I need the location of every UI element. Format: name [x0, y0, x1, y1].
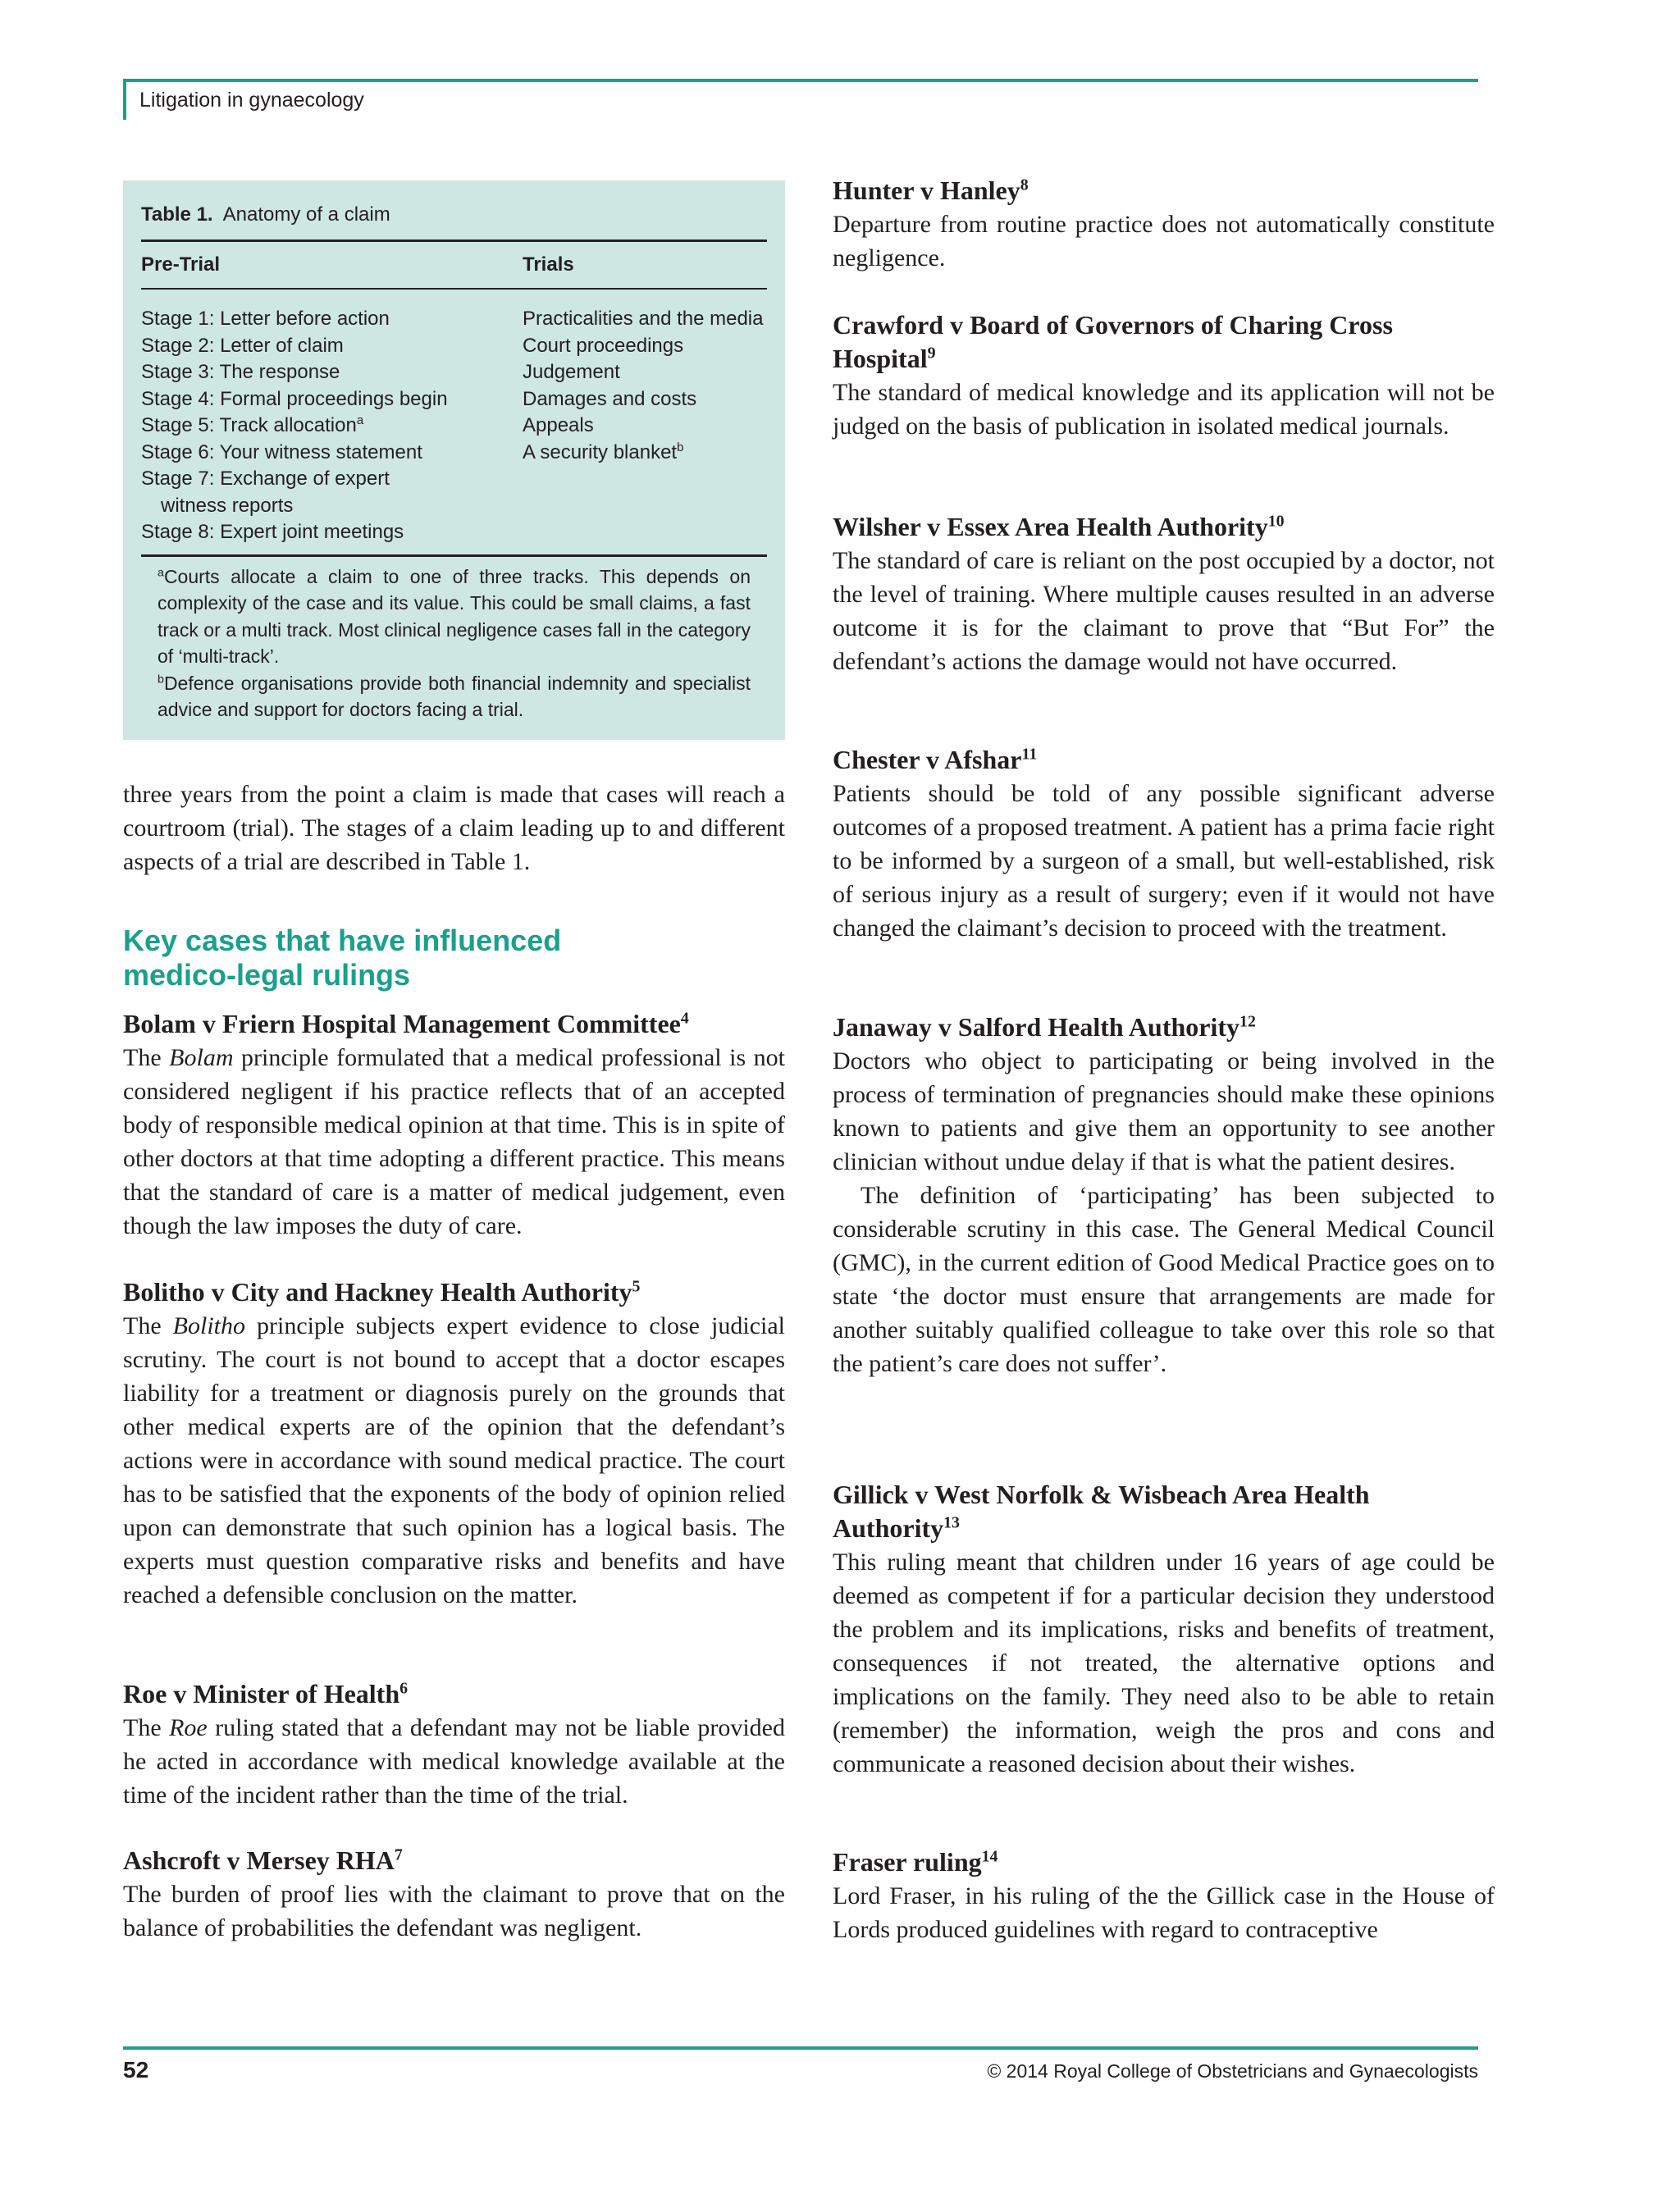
case-gillick: [833, 1478, 1495, 1781]
section-heading-line-2: medico-legal rulings: [123, 958, 411, 992]
case-title: Gillick v West Norfolk & Wisbeach Area Health Authority$^{13}$: [833, 1480, 1370, 1543]
trial-item-5: Appeals: [523, 414, 594, 436]
header-pretrial: Pre-Trial: [141, 253, 221, 276]
table-header-row: [141, 242, 767, 288]
case-text: The burden of proof lies with the claimant to prove that on the balance of probabilities the defendant was negligent.: [123, 1881, 785, 1941]
pretrial-stage-2: Stage 2: Letter of claim: [141, 334, 344, 357]
pretrial-stage-3: Stage 3: The response: [141, 361, 340, 383]
page-number: 52: [123, 2057, 149, 2083]
trial-item-6: A security blanket$^b$: [523, 440, 684, 463]
pretrial-stage-4: Stage 4: Formal proceedings begin: [141, 387, 448, 410]
case-title: Hunter v Hanley$^8$: [833, 176, 1029, 205]
pretrial-stage-5: Stage 5: Track allocation$^a$: [141, 414, 364, 436]
left-intro: [123, 778, 785, 878]
pretrial-stage-8: Stage 8: Expert joint meetings: [141, 521, 404, 543]
table-footnotes: [141, 557, 767, 723]
case-title: Crawford v Board of Governors of Charing Cross Hospital$^9$: [833, 310, 1393, 373]
section-heading-line-1: Key cases that have influenced: [123, 924, 562, 957]
case-text: The Bolam principle formulated that a medical professional is not considered negligent if his practice reflects that of an accepted body of responsible medical opinion at that time. This is in spite of other doctors at that time adopting a different practice. This means that the standard of care is a matter of medical judgement, even though the law imposes the duty of care.: [123, 1044, 785, 1239]
running-title: Litigation in gynaecology: [139, 89, 364, 112]
table-label: Table 1.: [141, 203, 213, 226]
section-heading: [123, 924, 785, 992]
case-text: The Bolitho principle subjects expert evidence to close judicial scrutiny. The court is not bound to accept that a doctor escapes liability for a treatment or diagnosis purely on the grounds that other medical experts are of the opinion that the defendant’s actions were in accordance with sound medical practice. The court has to be satisfied that the exponents of the body of opinion relied upon can demonstrate that such opinion has a logical basis. The experts must question comparative risks and benefits and have reached a defensible conclusion on the matter.: [123, 1312, 785, 1608]
pretrial-stage-7: Stage 7: Exchange of expert: [141, 468, 390, 490]
case-roe: [123, 1677, 785, 1812]
case-text: Lord Fraser, in his ruling of the the Gillick case in the House of Lords produced guidelines with regard to contraceptive: [833, 1882, 1495, 1943]
case-hunter: [833, 174, 1495, 275]
trials-column: [523, 306, 767, 546]
case-text: This ruling meant that children under 16 years of age could be deemed as competent if for a particular decision they understood the problem and its implications, risks and benefits of treatment, consequences if not treated, the alternative options and implications on the family. They need also to be able to retain (remember) the information, weigh the pros and cons and communicate a reasoned decision about their wishes.: [833, 1549, 1495, 1777]
trial-item-1: Practicalities and the media: [523, 308, 764, 330]
footer-rule: [123, 2046, 1478, 2050]
case-text: Doctors who object to participating or being involved in the process of termination of pregnancies should make these opinions known to patients and give them an opportunity to see another clinician without undue delay if that is what the patient desires. The definition of ‘participating’ has been subjected to considerable scrutiny in this case. The General Medical Council (GMC), in the current edition of Good Medical Practice goes on to state ‘the doctor must ensure that arrangements are made for another suitably qualified colleague to take over this role so that the patient’s care does not suffer’.: [833, 1047, 1495, 1377]
case-fraser: [833, 1845, 1495, 1946]
pretrial-stage-1: Stage 1: Letter before action: [141, 308, 390, 330]
header-trials: Trials: [523, 253, 574, 276]
case-title: Bolitho v City and Hackney Health Authority$^5$: [123, 1277, 641, 1307]
case-text: The Roe ruling stated that a defendant may not be liable provided he acted in accordance with medical knowledge available at the time of the incident rather than the time of the trial.: [123, 1714, 785, 1809]
case-title: Janaway v Salford Health Authority$^{12}$: [833, 1012, 1256, 1042]
case-bolam: [123, 1007, 785, 1243]
case-text: Patients should be told of any possible significant adverse outcomes of a proposed treatment. A patient has a prima facie right to be informed by a surgeon of a small, but well-established, risk of serious injury as a result of surgery; even if it would not have changed the claimant’s decision to proceed with the treatment.: [833, 780, 1495, 942]
table-body: [141, 290, 767, 554]
footnote-b: $^b$Defence organisations provide both financial indemnity and specialist advice and support for doctors facing a trial.: [158, 672, 751, 720]
footnote-a: $^a$Courts allocate a claim to one of three tracks. This depends on complexity of the case and its value. This could be small claims, a fast track or a multi track. Most clinical negligence cases fall in the category of ‘multi-track’.: [158, 565, 751, 667]
trial-item-2: Court proceedings: [523, 334, 684, 357]
intro-paragraph: three years from the point a claim is made that cases will reach a courtroom (trial). The stages of a claim leading up to and different aspects of a trial are described in Table 1.: [123, 781, 785, 875]
case-title: Fraser ruling$^{14}$: [833, 1847, 998, 1877]
case-janaway: [833, 1010, 1495, 1380]
case-title: Chester v Afshar$^{11}$: [833, 745, 1038, 774]
table-title: Anatomy of a claim: [222, 203, 390, 226]
running-header: [123, 79, 1478, 120]
case-text: The standard of care is reliant on the post occupied by a doctor, not the level of training. Where multiple causes resulted in an adverse outcome it is for the claimant to prove that “But For” the defendant’s actions the damage would not have occurred.: [833, 547, 1495, 675]
copyright-notice: © 2014 Royal College of Obstetricians and Gynaecologists: [987, 2060, 1478, 2082]
pretrial-column: [141, 306, 523, 546]
case-wilsher: [833, 510, 1495, 678]
case-title: Wilsher v Essex Area Health Authority$^{10}$: [833, 512, 1285, 541]
case-crawford: [833, 308, 1495, 443]
trial-item-3: Judgement: [523, 361, 620, 383]
case-title: Ashcroft v Mersey RHA$^7$: [123, 1845, 403, 1875]
case-title: Roe v Minister of Health$^6$: [123, 1679, 409, 1708]
table-caption: [141, 203, 767, 240]
case-ashcroft: [123, 1844, 785, 1945]
case-text: The standard of medical knowledge and its application will not be judged on the basis of publication in isolated medical journals.: [833, 379, 1495, 440]
case-chester: [833, 743, 1495, 945]
pretrial-stage-6: Stage 6: Your witness statement: [141, 440, 422, 463]
table-1: [123, 180, 785, 740]
case-bolitho: [123, 1275, 785, 1612]
case-text: Departure from routine practice does not automatically constitute negligence.: [833, 211, 1495, 271]
trial-item-4: Damages and costs: [523, 387, 697, 410]
case-title: Bolam v Friern Hospital Management Committee$^4$: [123, 1009, 689, 1038]
pretrial-stage-7-cont: witness reports: [161, 494, 294, 517]
